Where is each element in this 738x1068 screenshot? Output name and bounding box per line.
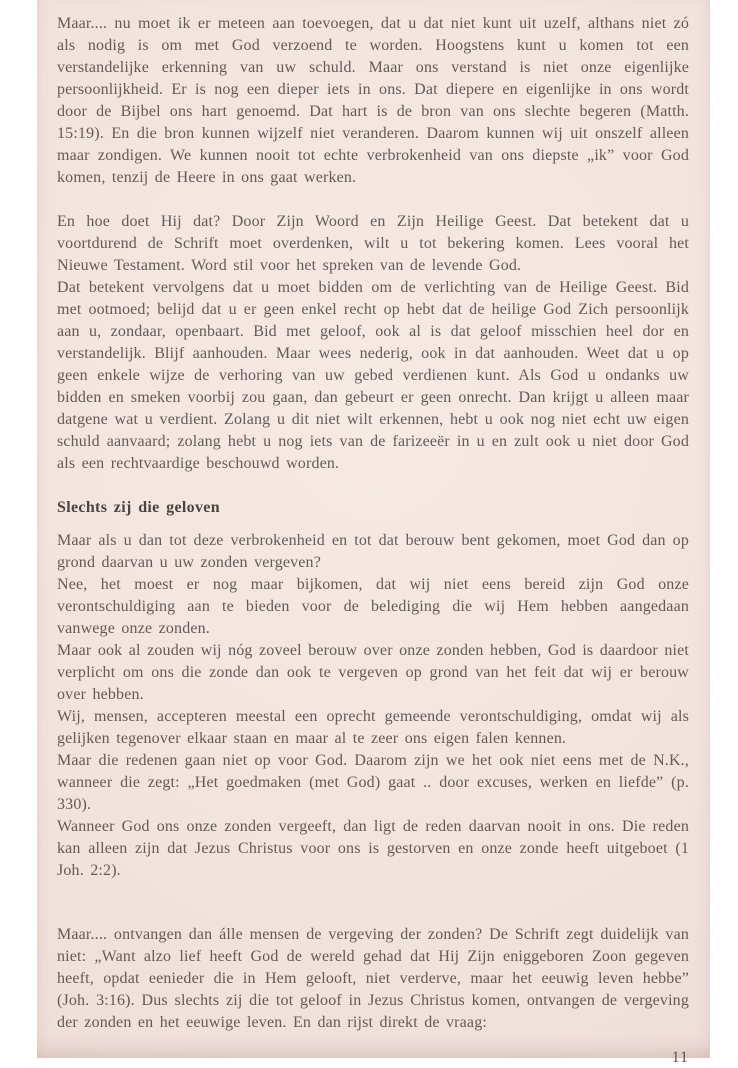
paragraph: Maar.... nu moet ik er meteen aan toevoegen, dat u dat niet kunt uit uzelf, althans niet zó als nodig is om met God verzoend te worden. Hoogstens kunt u komen tot een verstandelijke erkenning van uw schuld. Maar ons verstand is niet onze eigenlijke persoonlijkheid. Er is nog een dieper iets in ons. Dat diepere en eigenlijke in ons wordt door de Bijbel ons hart genoemd. Dat hart is de bron van ons slechte begeren (Matth. 15:19). En die bron kunnen wijzelf niet veranderen. Daarom kunnen wij uit onszelf alleen maar zondigen. We kunnen nooit tot echte verbrokenheid van ons diepste „ik” voor God komen, tenzij de Heere in ons gaat werken. bbox=[57, 15, 689, 186]
paragraph: Maar.... ontvangen dan álle mensen de vergeving der zonden? De Schrift zegt duidelijk van niet: „Want alzo lief heeft God de wereld gehad dat Hij Zijn eniggeboren Zoon gegeven heeft, opdat eenieder die in Hem gelooft, niet verderve, maar het eeuwig leven hebbe” (Joh. 3:16). Dus slechts zij die tot geloof in Jezus Christus komen, ontvangen de vergeving der zonden en het eeuwige leven. En dan rijst direkt de vraag: bbox=[57, 926, 689, 1031]
paragraph: Wij, mensen, accepteren meestal een oprecht gemeende verontschuldiging, omdat wij als gelijken tegenover elkaar staan en maar al te zeer ons eigen falen kennen. bbox=[57, 708, 689, 747]
paragraph: Maar als u dan tot deze verbrokenheid en tot dat berouw bent gekomen, moet God dan op grond daarvan u uw zonden vergeven? bbox=[57, 532, 689, 571]
paragraph: Maar ook al zouden wij nóg zoveel berouw over onze zonden hebben, God is daardoor niet verplicht om ons die zonde dan ook te vergeven op grond van het feit dat wij er berouw over hebben. bbox=[57, 642, 689, 703]
section-heading: Slechts zij die geloven bbox=[57, 499, 220, 516]
paragraph: Maar die redenen gaan niet op voor God. Daarom zijn we het ook niet eens met de N.K., wanneer die zegt: „Het goedmaken (met God) gaat .. door excuses, werken en liefde” (p. 330). bbox=[57, 752, 689, 813]
page-text-column bbox=[57, 13, 689, 1068]
paragraph: Nee, het moest er nog maar bijkomen, dat wij niet eens bereid zijn God onze verontschuldiging aan te bieden voor de belediging die wij Hem hebben aangedaan vanwege onze zonden. bbox=[57, 576, 689, 637]
paragraph: Wanneer God ons onze zonden vergeeft, dan ligt de reden daarvan nooit in ons. Die reden kan alleen zijn dat Jezus Christus voor ons is gestorven en onze zonde heeft uitgeboet (1 Joh. 2:2). bbox=[57, 818, 689, 879]
book-page bbox=[37, 0, 710, 1066]
page-number: 11 bbox=[671, 1049, 689, 1066]
paragraph: En hoe doet Hij dat? Door Zijn Woord en Zijn Heilige Geest. Dat betekent dat u voortdurend de Schrift moet overdenken, wilt u tot bekering komen. Lees vooral het Nieuwe Testament. Word stil voor het spreken van de levende God. bbox=[57, 213, 689, 274]
paragraph: Dat betekent vervolgens dat u moet bidden om de verlichting van de Heilige Geest. Bid met ootmoed; belijd dat u er geen enkel recht op hebt dat de heilige God Zich persoonlijk aan u, zondaar, openbaart. Bid met geloof, ook al is dat geloof misschien heel dor en verstandelijk. Blijf aanhouden. Maar wees nederig, ook in dat aanhouden. Weet dat u op geen enkele wijze de verhoring van uw gebed verdienen kunt. Als God u ondanks uw bidden en smeken voorbij zou gaan, dan gebeurt er geen onrecht. Dan krijgt u alleen maar datgene wat u verdient. Zolang u dit niet wilt erkennen, hebt u ook nog niet echt uw eigen schuld aanvaard; zolang hebt u nog iets van de farizeeër in u en zult ook u niet door God als een rechtvaardige beschouwd worden. bbox=[57, 279, 689, 472]
